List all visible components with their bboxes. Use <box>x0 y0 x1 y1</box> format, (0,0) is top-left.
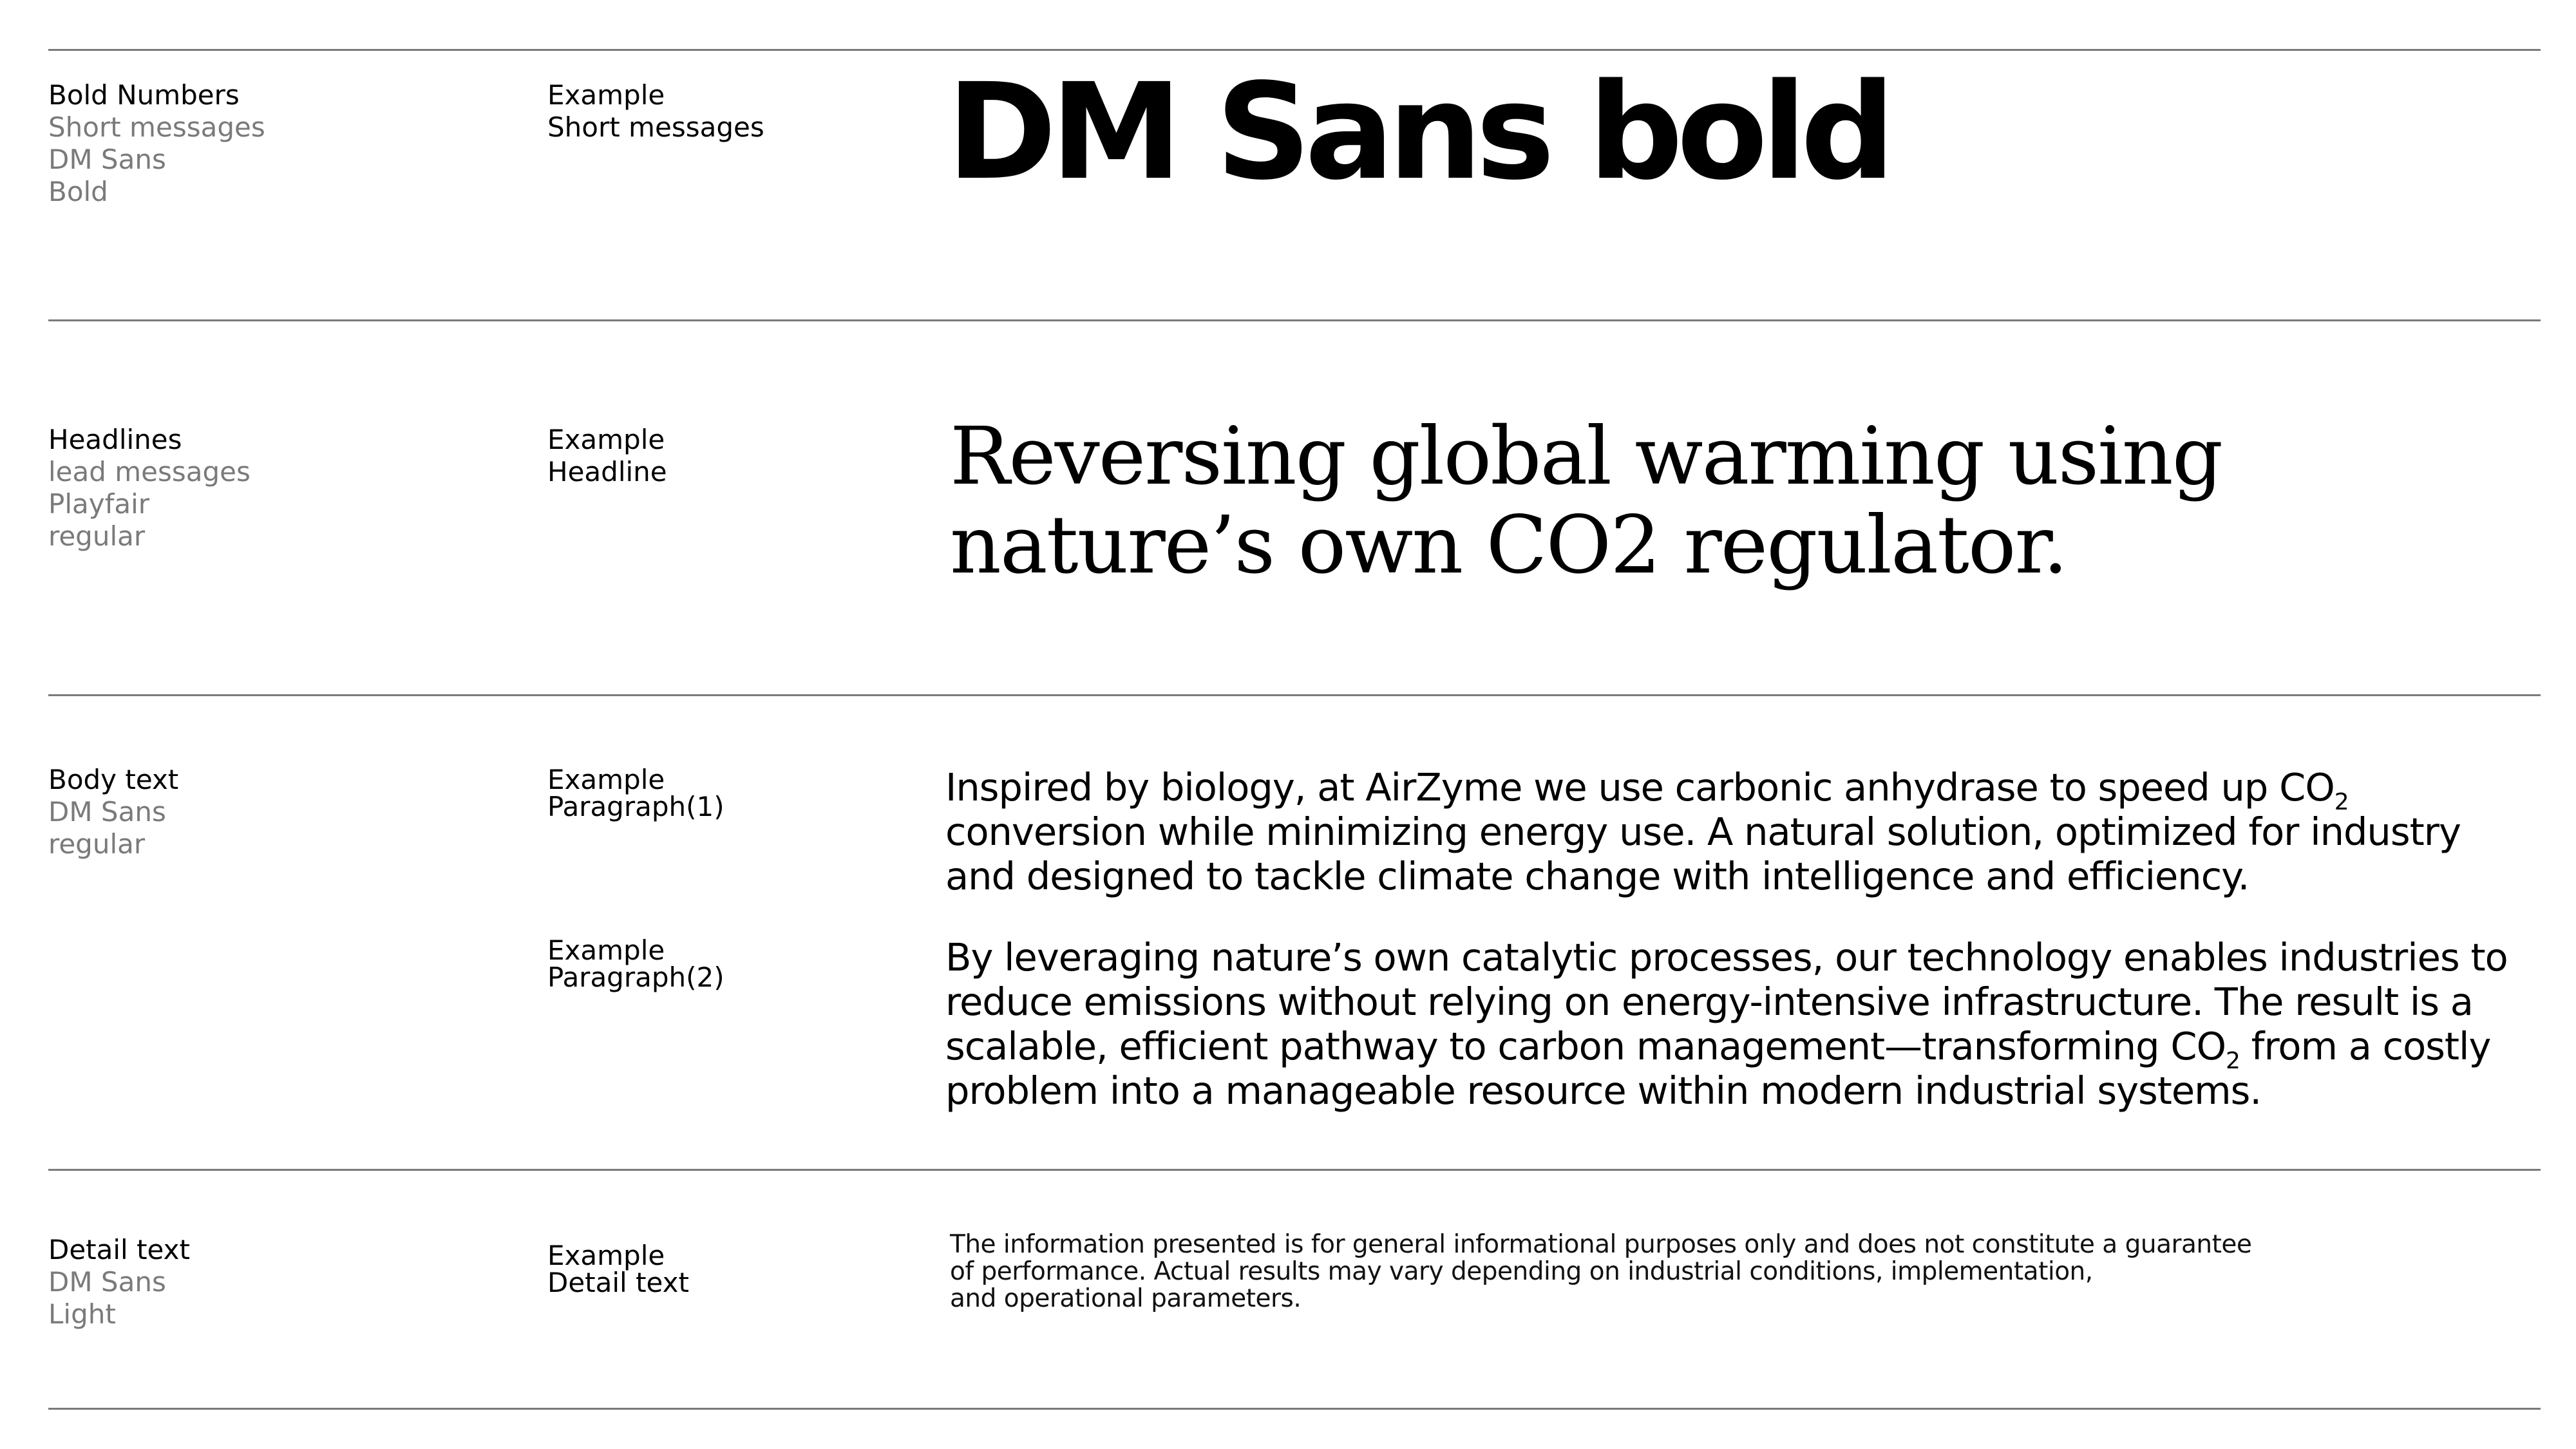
example-type: Detail text <box>547 1267 689 1298</box>
example-type: Paragraph(2) <box>547 961 724 993</box>
bold-numbers-usage: Short messages <box>48 111 265 143</box>
headline-line-2: nature’s own CO2 regulator. <box>950 499 2067 592</box>
detail-text-example-label <box>547 1242 689 1296</box>
headlines-title: Headlines <box>48 424 182 455</box>
example-type: Short messages <box>547 111 764 143</box>
paragraph-1-text-b: conversion while minimizing energy use. A natural solution, optimized for industry and designed to tackle climate change with intelligence and efficiency. <box>945 810 2461 898</box>
paragraph-1-example-label <box>547 766 724 820</box>
detail-text-weight: Light <box>48 1298 116 1330</box>
paragraph-2-subscript: 2 <box>2226 1048 2240 1074</box>
headlines-weight: regular <box>48 520 146 552</box>
paragraph-2-text-b: from a costly problem into a manageable resource within modern industrial systems. <box>945 1024 2491 1113</box>
detail-line-2: of performance. Actual results may vary depending on industrial conditions, implementation, <box>950 1257 2093 1286</box>
example-type: Headline <box>547 456 667 488</box>
paragraph-1-text-a: Inspired by biology, at AirZyme we use carbonic anhydrase to speed up CO <box>945 765 2334 810</box>
bold-numbers-font: DM Sans <box>48 144 166 175</box>
bold-numbers-weight: Bold <box>48 176 108 207</box>
divider-bottom <box>48 1408 2541 1410</box>
bold-numbers-meta <box>48 79 265 208</box>
divider-after-bold-numbers <box>48 319 2541 321</box>
bold-numbers-sample: DM Sans bold <box>947 55 1889 209</box>
body-text-title: Body text <box>48 764 179 795</box>
paragraph-2-example-label <box>547 934 724 993</box>
paragraph-1-subscript: 2 <box>2334 789 2349 815</box>
detail-text-meta <box>48 1234 190 1331</box>
detail-line-3: and operational parameters. <box>950 1284 1302 1313</box>
headlines-font: Playfair <box>48 488 150 520</box>
headline-sample <box>950 412 2496 590</box>
headlines-usage: lead messages <box>48 456 251 488</box>
example-label: Example <box>547 79 665 111</box>
example-label: Example <box>547 764 665 795</box>
body-text-font: DM Sans <box>48 796 166 828</box>
bold-numbers-title: Bold Numbers <box>48 79 240 111</box>
example-type: Paragraph(1) <box>547 791 724 822</box>
headlines-meta <box>48 424 251 553</box>
detail-text-sample <box>950 1231 2367 1312</box>
example-label: Example <box>547 934 665 966</box>
detail-text-font: DM Sans <box>48 1266 166 1298</box>
paragraph-1 <box>945 765 2517 898</box>
detail-text-title: Detail text <box>48 1234 190 1265</box>
paragraph-2 <box>945 935 2517 1113</box>
divider-after-body-text <box>48 1169 2541 1171</box>
example-label: Example <box>547 424 665 455</box>
divider-top <box>48 49 2541 51</box>
divider-after-headlines <box>48 694 2541 696</box>
detail-line-1: The information presented is for general informational purposes only and does not constitute a guarantee <box>950 1230 2252 1259</box>
paragraph-2-text-a: By leveraging nature’s own catalytic processes, our technology enables industries to reduce emissions without relying on energy-intensive infrastructure. The result is a scalable, efficient pathway to carbon management—transforming CO <box>945 935 2508 1068</box>
body-text-meta <box>48 764 178 860</box>
example-label: Example <box>547 1240 665 1271</box>
bold-numbers-example-label <box>547 79 764 144</box>
headlines-example-label <box>547 424 667 488</box>
body-text-weight: regular <box>48 828 146 860</box>
headline-line-1: Reversing global warming using <box>950 410 2222 503</box>
